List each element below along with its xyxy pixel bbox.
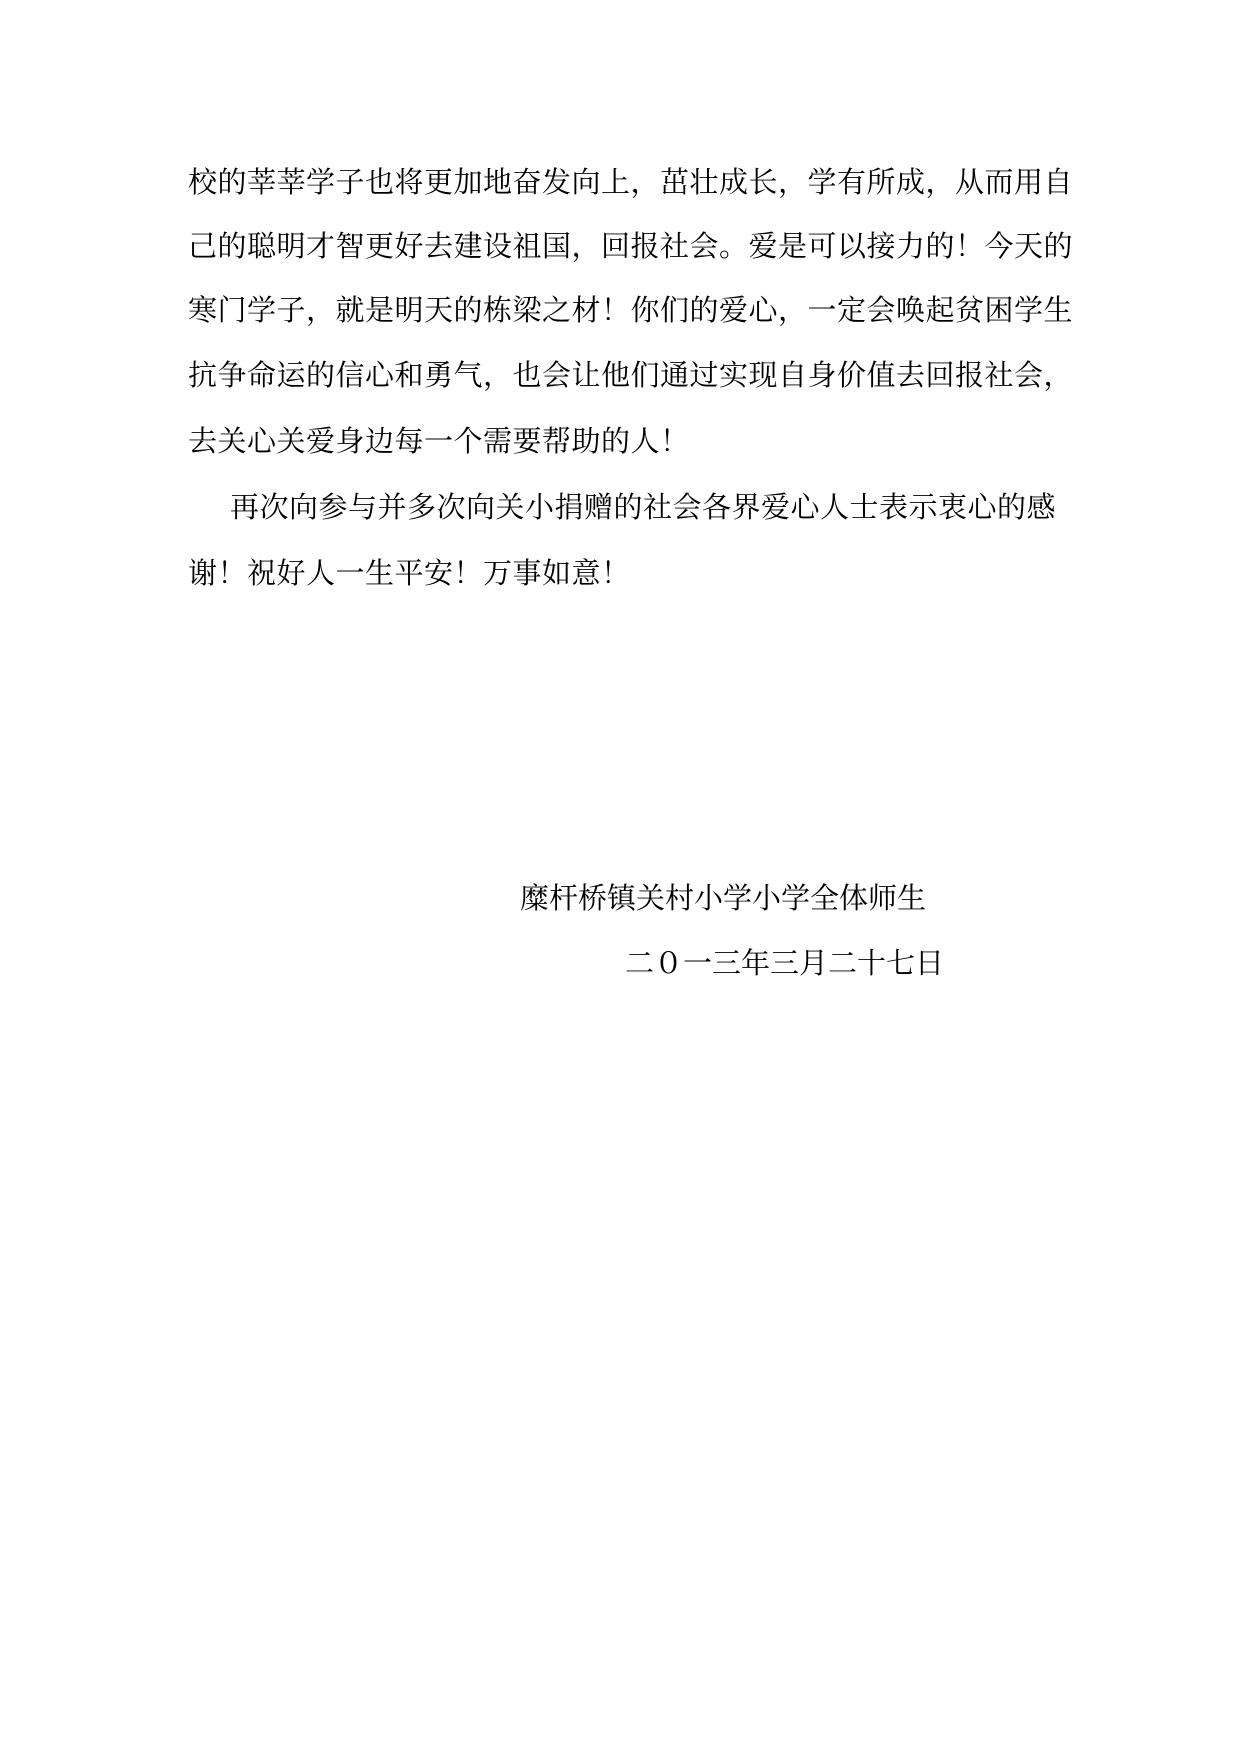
body-line-7: 谢！祝好人一生平安！万事如意！	[188, 556, 631, 590]
body-line-6: 再次向参与并多次向关小捐赠的社会各界爱心人士表示衷心的感	[230, 490, 1057, 524]
body-line-5: 去关心关爱身边每一个需要帮助的人！	[188, 424, 690, 458]
date-line: 二０一三年三月二十七日	[625, 946, 945, 980]
body-line-4: 抗争命运的信心和勇气，也会让他们通过实现自身价值去回报社会，	[188, 358, 1074, 392]
body-line-3: 寒门学子，就是明天的栋梁之材！你们的爱心，一定会唤起贫困学生	[188, 293, 1074, 327]
body-line-2: 己的聪明才智更好去建设祖国，回报社会。爱是可以接力的！今天的	[188, 229, 1074, 263]
signature-line: 糜杆桥镇关村小学小学全体师生	[520, 881, 927, 915]
body-line-1: 校的莘莘学子也将更加地奋发向上，茁壮成长，学有所成，从而用自	[188, 165, 1074, 199]
